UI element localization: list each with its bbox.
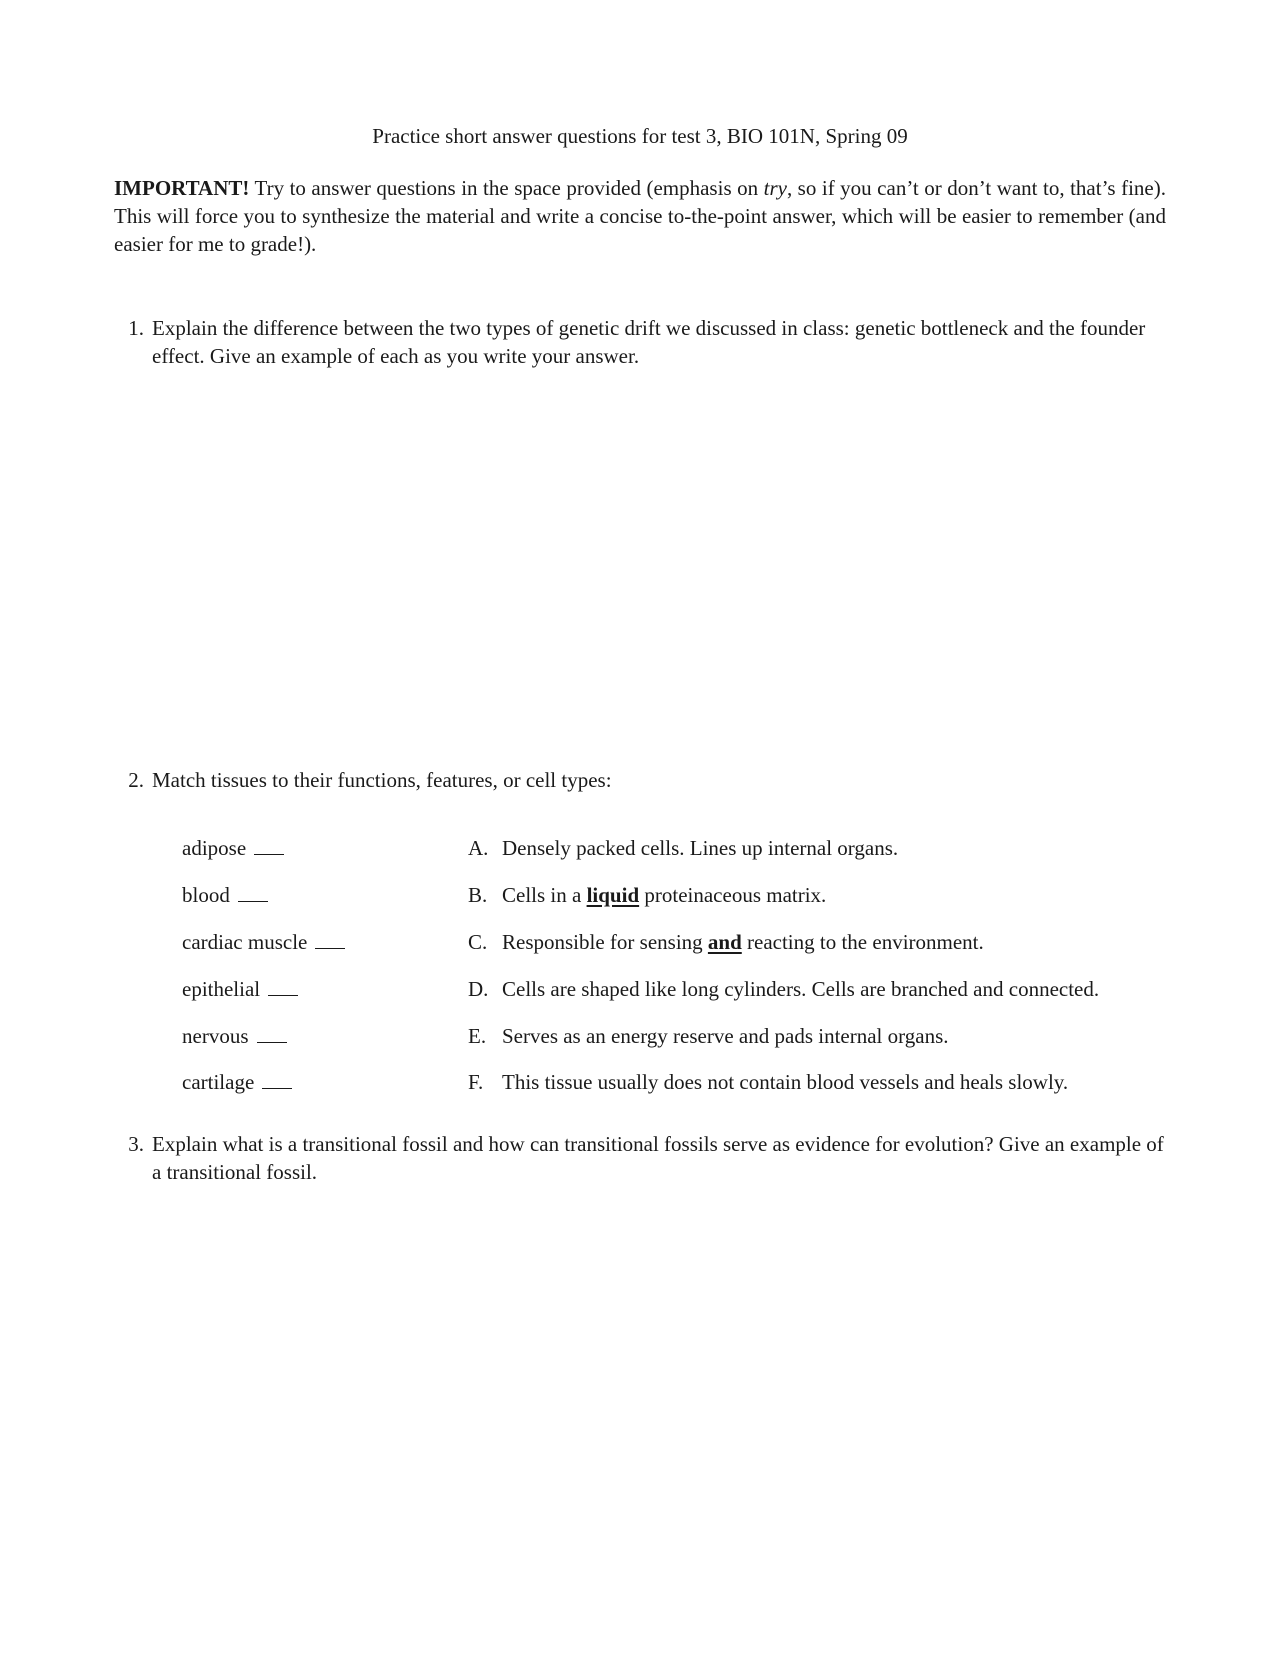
- question-number: 2.: [128, 768, 144, 792]
- intro-text-before: Try to answer questions in the space provided (emphasis on: [249, 176, 764, 200]
- option-text: This tissue usually does not contain blood vessels and heals slowly.: [502, 1070, 1069, 1094]
- option-letter: A.: [468, 836, 489, 860]
- question-3: [114, 1130, 1166, 1186]
- option-item: [468, 975, 1099, 1003]
- tissue-item: [182, 928, 345, 956]
- option-text: Responsible for sensing: [502, 930, 708, 954]
- option-item: [468, 928, 984, 956]
- tissue-item: [182, 1022, 287, 1050]
- option-text: Serves as an energy reserve and pads internal organs.: [502, 1024, 949, 1048]
- option-text-end: reacting to the environment.: [741, 930, 984, 954]
- option-text: Cells in a: [502, 883, 587, 907]
- option-letter: E.: [468, 1024, 487, 1048]
- tissue-item: [182, 1068, 292, 1096]
- match-row: [0, 1022, 1280, 1052]
- important-label: IMPORTANT!: [114, 176, 250, 200]
- tissue-label: nervous: [182, 1024, 249, 1048]
- page-title: Practice short answer questions for test 3, BIO 101N, Spring 09: [372, 124, 908, 148]
- question-text: Explain the difference between the two types of genetic drift we discussed in class: genetic bottleneck and the founder effect. Give an example of each as you write your answer.: [152, 316, 1146, 368]
- answer-blank[interactable]: [257, 1028, 287, 1043]
- answer-blank[interactable]: [262, 1074, 292, 1089]
- option-item: [468, 881, 826, 909]
- option-text: Densely packed cells. Lines up internal organs.: [502, 836, 899, 860]
- tissue-label: cardiac muscle: [182, 930, 308, 954]
- option-item: [468, 1022, 949, 1050]
- option-letter: D.: [468, 977, 489, 1001]
- option-letter: C.: [468, 930, 488, 954]
- intro-paragraph: [114, 174, 1166, 258]
- tissue-label: cartilage: [182, 1070, 255, 1094]
- question-text: Explain what is a transitional fossil and how can transitional fossils serve as evidence for evolution? Give an example of a transitional fossil.: [152, 1132, 1164, 1184]
- tissue-item: [182, 881, 268, 909]
- question-number: 1.: [128, 316, 144, 340]
- match-row: [0, 1068, 1280, 1098]
- option-emphasis: liquid: [586, 883, 640, 907]
- tissue-label: epithelial: [182, 977, 261, 1001]
- option-text: Cells are shaped like long cylinders. Cells are branched and connected.: [502, 977, 1100, 1001]
- option-letter: B.: [468, 883, 488, 907]
- answer-blank[interactable]: [238, 887, 268, 902]
- option-emphasis: and: [707, 930, 742, 954]
- match-row: [0, 975, 1280, 1005]
- option-item: [468, 1068, 1068, 1096]
- question-2: [114, 766, 1166, 794]
- answer-blank[interactable]: [254, 840, 284, 855]
- answer-blank[interactable]: [268, 981, 298, 996]
- intro-text-after: , so if you can’t or don’t want to, that’s fine). This will force you to synthesize the material and write a concise to-the-point answer, which will be easier to remember (and easier for me to grade!).: [114, 176, 1166, 256]
- option-item: [468, 834, 898, 862]
- answer-blank[interactable]: [315, 934, 345, 949]
- question-1: [114, 314, 1166, 370]
- option-text-end: proteinaceous matrix.: [639, 883, 827, 907]
- intro-italic-word: try: [763, 176, 787, 200]
- match-row: [0, 928, 1280, 958]
- tissue-item: [182, 975, 298, 1003]
- match-row: [0, 834, 1280, 864]
- match-row: [0, 881, 1280, 911]
- question-text: Match tissues to their functions, features, or cell types:: [152, 768, 612, 792]
- tissue-label: adipose: [182, 836, 247, 860]
- tissue-label: blood: [182, 883, 230, 907]
- option-letter: F.: [468, 1070, 484, 1094]
- question-number: 3.: [128, 1132, 144, 1156]
- tissue-item: [182, 834, 284, 862]
